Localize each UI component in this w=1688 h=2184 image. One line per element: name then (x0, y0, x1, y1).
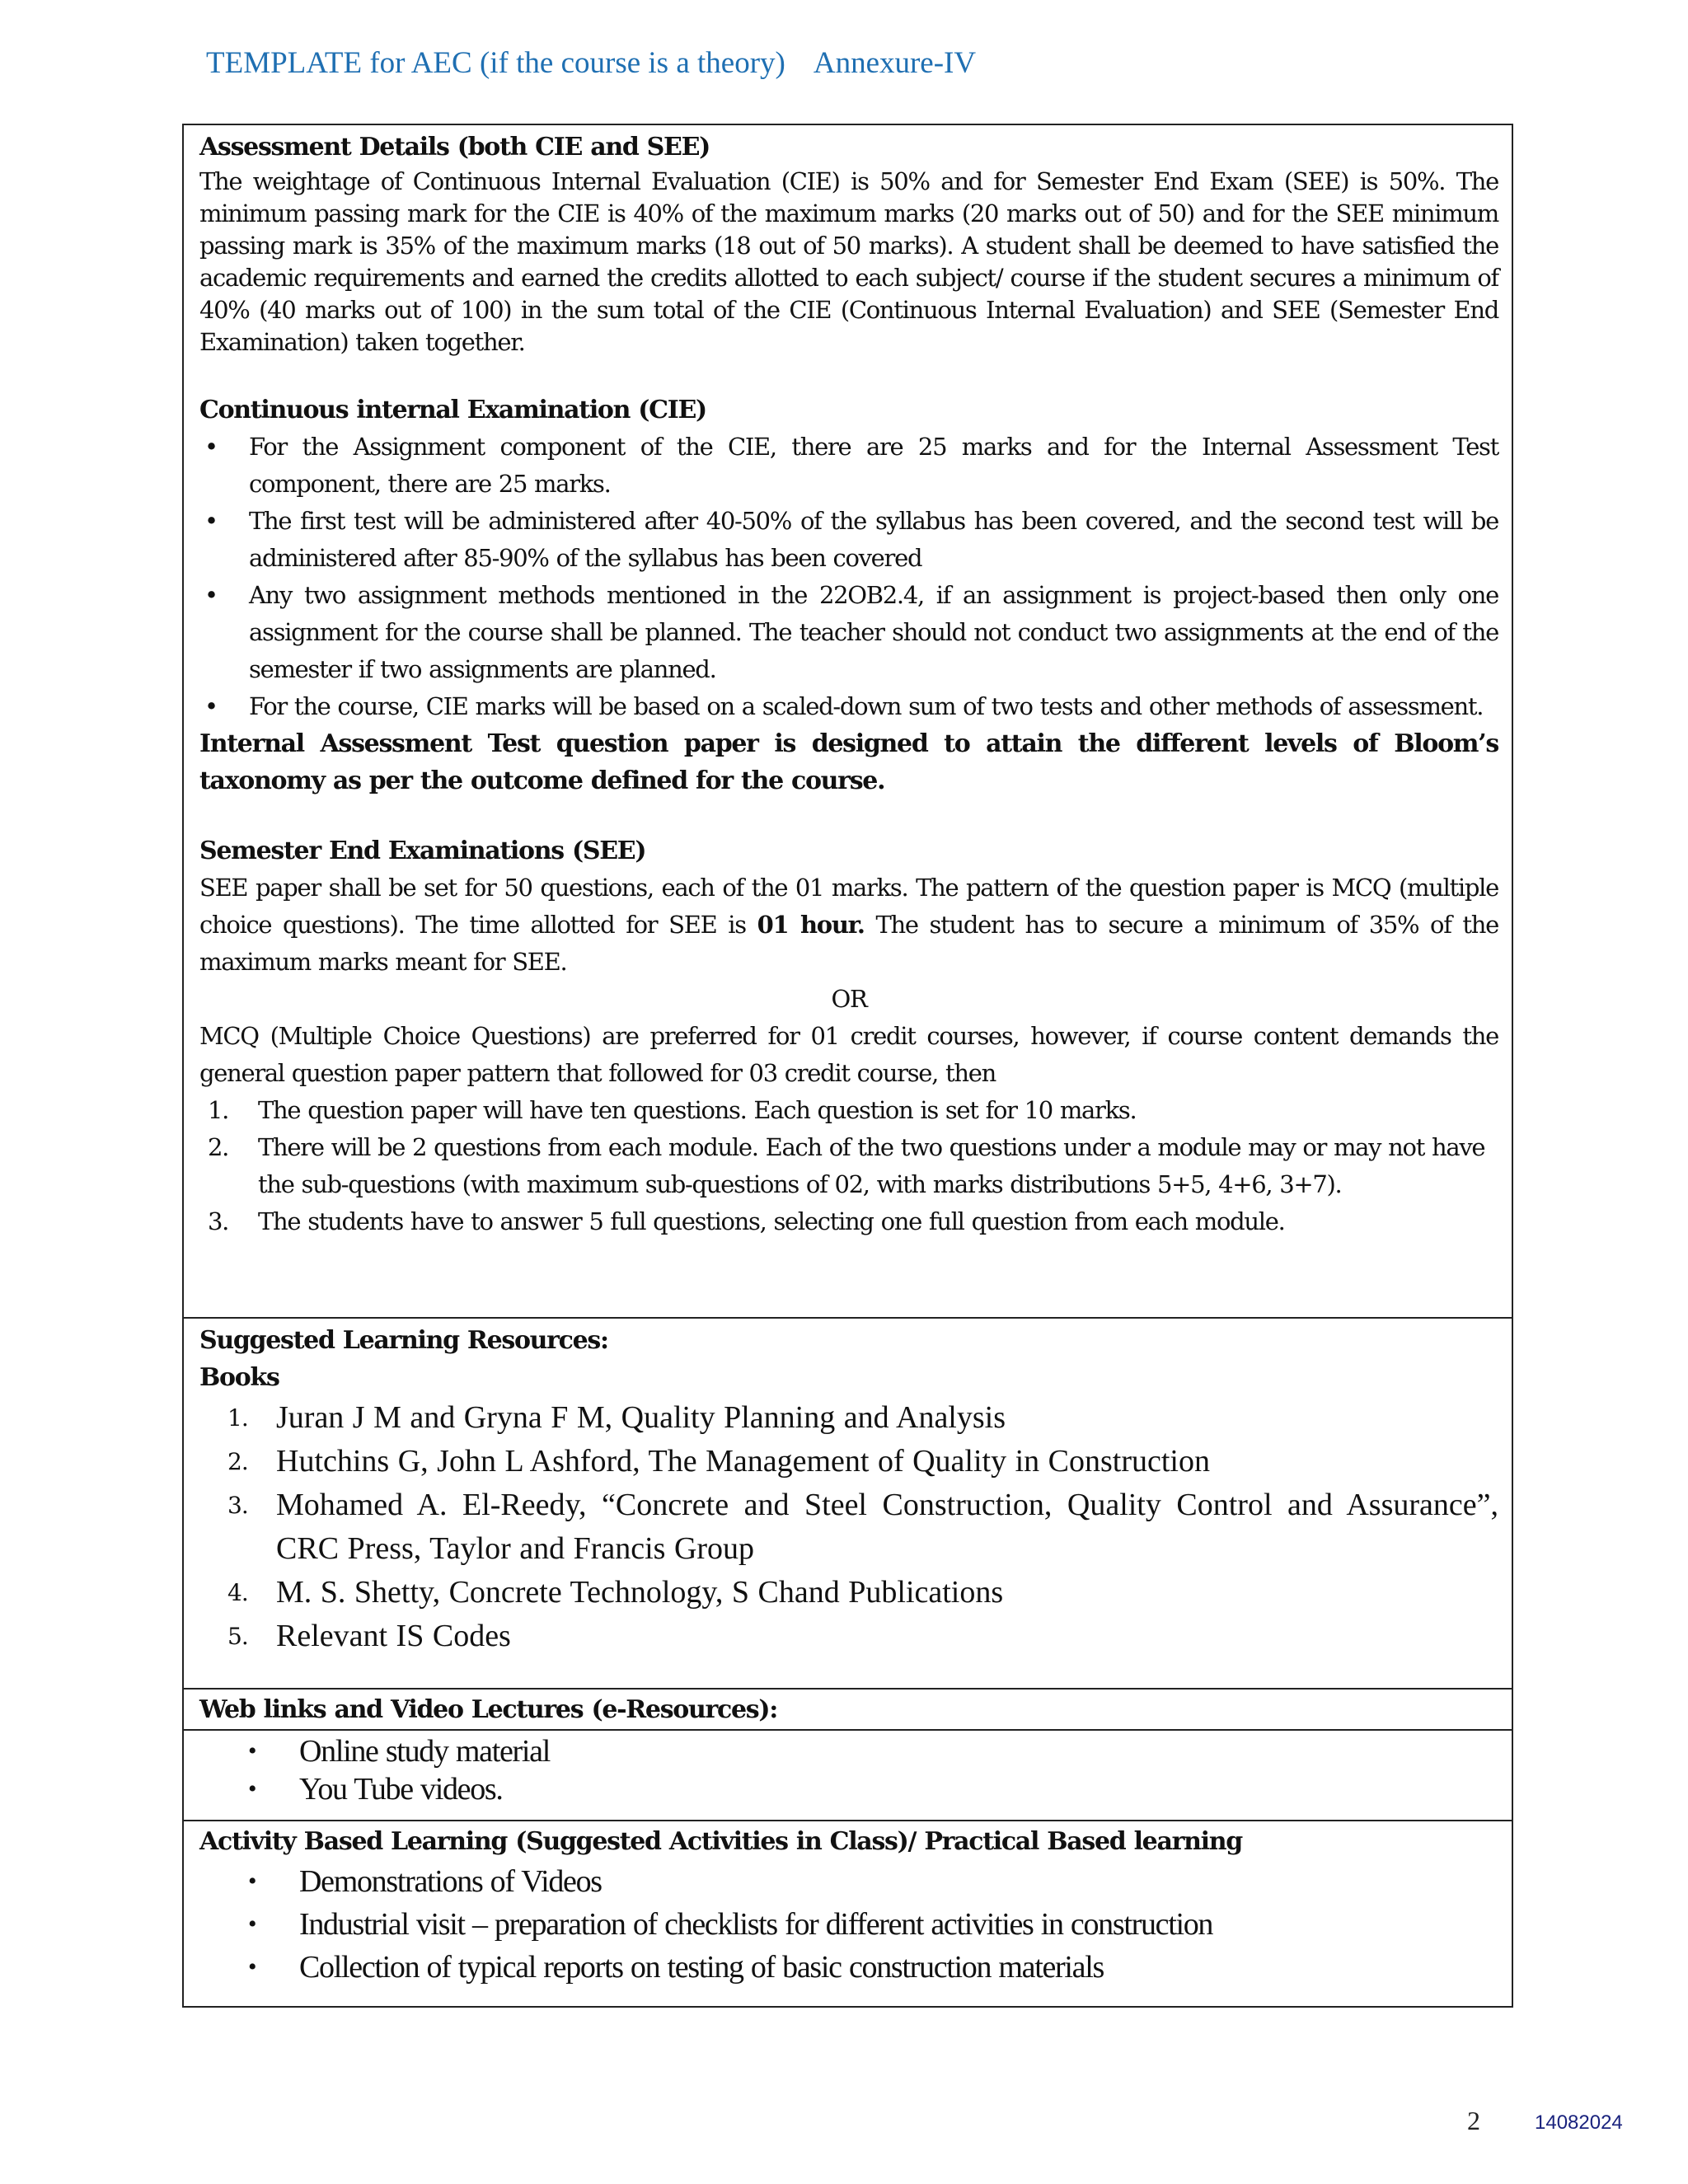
list-item (199, 1615, 1498, 1658)
list-item-text: The first test will be administered after 40-50% of the syllabus has been covered, and the second test will be administered after 85-90% of the syllabus has been covered (249, 507, 1498, 572)
weblinks-list-box (182, 1729, 1513, 1821)
books-label: Books (199, 1363, 279, 1392)
books-list (199, 1396, 1498, 1658)
see-heading: Semester End Examinations (SEE) (199, 837, 646, 865)
weblinks-list (184, 1732, 1512, 1808)
list-number: 2. (208, 1133, 229, 1161)
weblink-item: You Tube videos. (299, 1772, 503, 1807)
list-item (199, 1483, 1498, 1571)
list-item (199, 1129, 1498, 1203)
learning-resources-box (182, 1317, 1513, 1690)
cie-heading: Continuous internal Examination (CIE) (199, 396, 706, 424)
list-number: 3. (227, 1492, 248, 1519)
page-number: 2 (1467, 2106, 1480, 2135)
see-pattern-list (199, 1092, 1498, 1240)
resources-heading: Suggested Learning Resources: (199, 1326, 608, 1355)
see-text-part-1: SEE paper shall be set for 50 questions, each of the 01 marks. The pattern of the question paper is MCQ (multiple choice questions). The time allotted for SEE is (199, 874, 1498, 939)
annexure-label: Annexure-IV (813, 46, 977, 80)
template-title: TEMPLATE for AEC (if the course is a theory) (206, 46, 785, 80)
bullet-icon: • (204, 507, 218, 535)
book-title: M. S. Shetty, Concrete Technology, S Chand Publications (276, 1575, 1004, 1610)
list-number: 4. (227, 1579, 248, 1606)
list-item-text: Any two assignment methods mentioned in the 22OB2.4, if an assignment is project-based then only one assignment for the course shall be planned. The teacher should not conduct two assignments at the end of the semester if two assignments are planned. (249, 581, 1498, 683)
list-number: 2. (227, 1448, 248, 1475)
weblink-item: Online study material (299, 1734, 550, 1769)
list-item (199, 1396, 1498, 1440)
list-item (199, 1203, 1498, 1240)
activity-item: Demonstrations of Videos (299, 1864, 602, 1899)
bullet-icon: • (204, 692, 218, 720)
list-item (199, 1571, 1498, 1615)
bullet-icon: • (204, 433, 218, 461)
spacer (199, 359, 1498, 391)
activity-item: Collection of typical reports on testing of basic construction materials (299, 1950, 1104, 1985)
bullet-icon: • (248, 1775, 256, 1802)
document-code: 14082024 (1535, 2111, 1623, 2134)
list-item (184, 1770, 1512, 1808)
list-item (199, 503, 1498, 577)
list-item-text: For the Assignment component of the CIE, there are 25 marks and for the Internal Assessment Test component, there are 25 marks. (249, 433, 1498, 498)
activity-item: Industrial visit – preparation of checklists for different activities in construction (299, 1907, 1213, 1942)
bullet-icon: • (248, 1868, 256, 1895)
list-number: 3. (208, 1207, 229, 1235)
list-item (184, 1946, 1512, 1989)
list-item (199, 688, 1498, 725)
list-number: 1. (227, 1404, 248, 1432)
activities-box (182, 1820, 1513, 2008)
list-item (199, 1092, 1498, 1129)
list-number: 1. (208, 1096, 229, 1124)
list-number: 5. (227, 1623, 248, 1650)
bullet-icon: • (248, 1953, 256, 1980)
see-paragraph (199, 869, 1498, 981)
weblinks-heading: Web links and Video Lectures (e-Resources): (199, 1695, 778, 1724)
book-title: Relevant IS Codes (276, 1619, 511, 1653)
list-item (184, 1732, 1512, 1770)
list-item (199, 1440, 1498, 1483)
list-item (199, 577, 1498, 688)
list-item-text: For the course, CIE marks will be based on a scaled-down sum of two tests and other methods of assessment. (249, 692, 1484, 720)
bullet-icon: • (204, 581, 218, 609)
book-title: Mohamed A. El-Reedy, “Concrete and Steel Construction, Quality Control and Assurance”, CRC Press, Taylor and Francis Group (276, 1488, 1498, 1566)
assessment-heading: Assessment Details (both CIE and SEE) (199, 133, 710, 162)
list-item-text: The question paper will have ten questions. Each question is set for 10 marks. (258, 1096, 1137, 1124)
or-separator: OR (831, 985, 867, 1013)
spacer (199, 799, 1498, 832)
see-time: 01 hour. (757, 911, 865, 939)
bullet-icon: • (248, 1737, 256, 1765)
weblinks-heading-box (182, 1688, 1513, 1731)
list-item (199, 429, 1498, 503)
list-item (184, 1903, 1512, 1946)
ia-test-note: Internal Assessment Test question paper is designed to attain the different levels of Bloom’s taxonomy as per the outcome defined for the course. (199, 729, 1498, 795)
book-title: Juran J M and Gryna F M, Quality Planning and Analysis (276, 1400, 1006, 1435)
bullet-icon: • (248, 1910, 256, 1938)
document-header (206, 45, 976, 81)
list-item (184, 1860, 1512, 1903)
list-item-text: The students have to answer 5 full questions, selecting one full question from each module. (258, 1207, 1285, 1235)
activities-heading: Activity Based Learning (Suggested Activities in Class)/ Practical Based learning (199, 1827, 1242, 1856)
assessment-paragraph: The weightage of Continuous Internal Evaluation (CIE) is 50% and for Semester End Exam (SEE) is 50%. The minimum passing mark for the CIE is 40% of the maximum marks (20 marks out of 50) and for the SEE minimum passing mark is 35% of the maximum marks (18 out of 50 marks). A student shall be deemed to have satisfied the academic requirements and earned the credits allotted to each subject/ course if the student secures a minimum of 40% (40 marks out of 100) in the sum total of the CIE (Continuous Internal Evaluation) and SEE (Semester End Examination) taken together. (199, 167, 1498, 356)
book-title: Hutchins G, John L Ashford, The Management of Quality in Construction (276, 1444, 1210, 1479)
cie-list (199, 429, 1498, 725)
mcq-paragraph: MCQ (Multiple Choice Questions) are preferred for 01 credit courses, however, if course content demands the general question paper pattern that followed for 03 credit course, then (199, 1022, 1498, 1087)
see-text-part-2: The student has to secure a minimum of 35% of the maximum marks meant for SEE. (199, 911, 1498, 976)
activities-list (184, 1860, 1512, 1989)
assessment-details-box (182, 124, 1513, 1319)
list-item-text: There will be 2 questions from each module. Each of the two questions under a module may or may not have the sub-questions (with maximum sub-questions of 02, with marks distributions 5+5, 4+6, 3+7). (258, 1133, 1485, 1198)
